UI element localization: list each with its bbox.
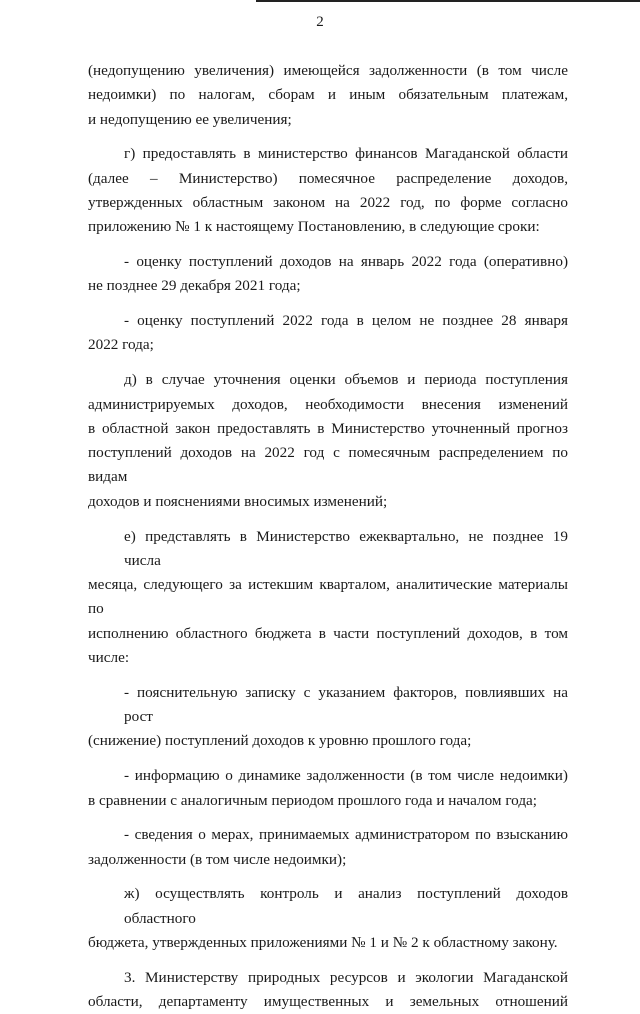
- text-line: доходов и пояснениями вносимых изменений;: [88, 492, 388, 510]
- text-line: е) представлять в Министерство ежеквартально, не позднее 19 числа: [124, 527, 568, 569]
- text-line: не позднее 29 декабря 2021 года;: [88, 277, 301, 295]
- text-line: в сравнении с аналогичным периодом прошлого года и началом года;: [88, 791, 538, 809]
- text-line: - пояснительную записку с указанием факторов, повлиявших на рост: [124, 683, 568, 726]
- text-line: - оценку поступлений доходов на январь 2022 года (оперативно): [124, 253, 568, 271]
- text-line: ж) осуществлять контроль и анализ поступлений доходов областного: [124, 885, 568, 927]
- document-body: [88, 59, 568, 1014]
- text-line: д) в случае уточнения оценки объемов и периода поступления: [124, 371, 568, 389]
- paragraph: [88, 250, 568, 299]
- text-line: исполнению областного бюджета в части поступлений доходов, в том: [88, 624, 568, 642]
- text-line: в областной закон предоставлять в Министерство уточненный прогноз: [88, 419, 568, 437]
- text-line: (снижение) поступлений доходов к уровню прошлого года;: [88, 732, 472, 750]
- paragraph: [88, 764, 568, 813]
- text-line: администрируемых доходов, необходимости внесения изменений: [88, 395, 568, 413]
- top-rule: [256, 0, 640, 2]
- text-line: приложению № 1 к настоящему Постановлению, в следующие сроки:: [88, 218, 540, 236]
- text-line: утвержденных областным законом на 2022 год, по форме согласно: [88, 193, 568, 211]
- text-line: (недопущению увеличения) имеющейся задолженности (в том числе: [88, 62, 568, 79]
- paragraph: [88, 882, 568, 955]
- text-line: числе:: [88, 649, 130, 667]
- text-line: задолженности (в том числе недоимки);: [88, 850, 347, 868]
- paragraph: [88, 823, 568, 872]
- paragraph: [88, 59, 568, 132]
- paragraph: [88, 368, 568, 514]
- text-line: - оценку поступлений 2022 года в целом не позднее 28 января: [124, 312, 568, 330]
- text-line: 2022 года;: [88, 336, 154, 354]
- text-line: поступлений доходов на 2022 год с помесячным распределением по видам: [88, 444, 568, 486]
- paragraph: [88, 142, 568, 239]
- paragraph: [88, 525, 568, 671]
- text-line: области, департаменту имущественных и земельных отношений: [88, 993, 568, 1011]
- text-line: 3. Министерству природных ресурсов и экологии Магаданской: [124, 968, 568, 986]
- text-line: недоимки) по налогам, сборам и иным обязательным платежам,: [88, 86, 568, 104]
- text-line: - информацию о динамике задолженности (в том числе недоимки): [124, 767, 568, 785]
- paragraph: [88, 309, 568, 358]
- text-line: бюджета, утвержденных приложениями № 1 и № 2 к областному закону.: [88, 934, 558, 951]
- text-line: месяца, следующего за истекшим кварталом, аналитические материалы по: [88, 576, 568, 618]
- paragraph: [88, 966, 568, 1014]
- text-line: и недопущению ее увеличения;: [88, 110, 292, 128]
- text-line: г) предоставлять в министерство финансов Магаданской области: [124, 145, 568, 163]
- text-line: (далее – Министерство) помесячное распределение доходов,: [88, 169, 568, 187]
- text-line: - сведения о мерах, принимаемых администратором по взысканию: [124, 826, 568, 844]
- page-number: 2: [316, 14, 324, 30]
- paragraph: [88, 681, 568, 754]
